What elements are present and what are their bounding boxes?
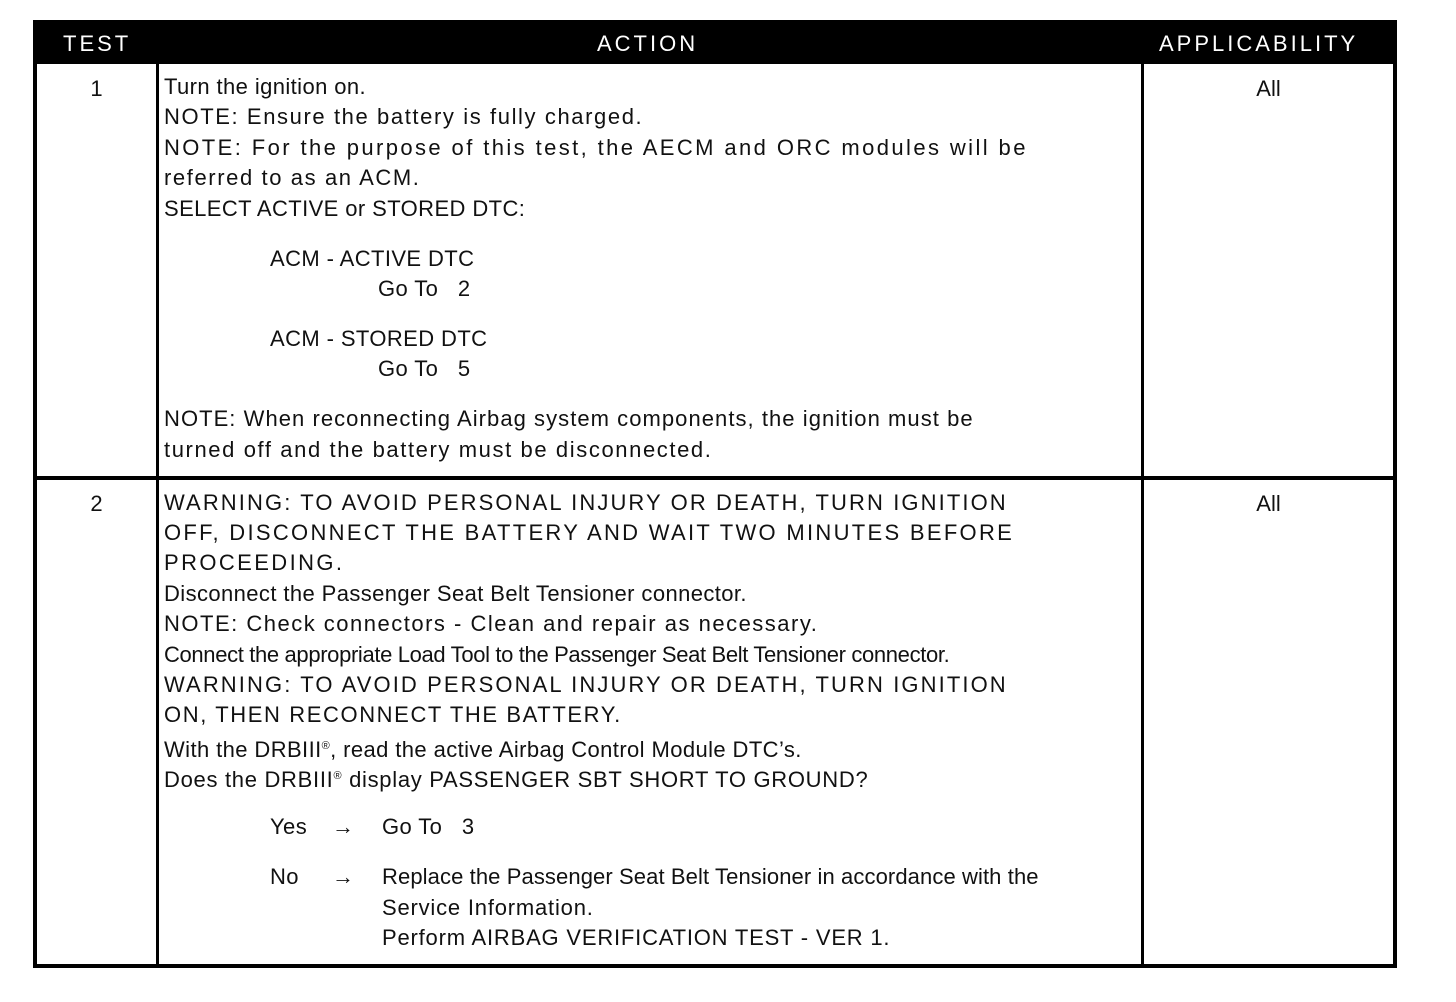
test-number: 1 bbox=[90, 76, 103, 101]
no-action-line: Replace the Passenger Seat Belt Tensioner in accordance with the bbox=[382, 864, 1039, 889]
right-arrow-icon: → bbox=[332, 864, 354, 889]
applicability-value: All bbox=[1256, 491, 1281, 516]
option-label: ACM - STORED DTC bbox=[270, 326, 488, 351]
row-divider bbox=[37, 476, 1393, 480]
action-line: SELECT ACTIVE or STORED DTC: bbox=[164, 196, 526, 221]
no-action-line: Service Information. bbox=[382, 895, 594, 920]
action-line: Connect the appropriate Load Tool to the Passenger Seat Belt Tensioner connector. bbox=[164, 642, 950, 667]
registered-mark: ® bbox=[333, 770, 343, 782]
header-action: ACTION bbox=[597, 31, 699, 56]
drb-text: Does the DRBIII bbox=[164, 767, 334, 792]
warning-line: ON, THEN RECONNECT THE BATTERY. bbox=[164, 702, 622, 727]
action-line: NOTE: Check connectors - Clean and repair as necessary. bbox=[164, 611, 819, 636]
warning-line: WARNING: TO AVOID PERSONAL INJURY OR DEATH, TURN IGNITION bbox=[164, 490, 1008, 515]
option-label: ACM - ACTIVE DTC bbox=[270, 246, 475, 271]
yes-goto: Go To 3 bbox=[382, 814, 475, 839]
header-test: TEST bbox=[63, 31, 132, 56]
applicability-value: All bbox=[1256, 76, 1281, 101]
yes-label: Yes bbox=[270, 814, 308, 839]
action-line: NOTE: Ensure the battery is fully charged. bbox=[164, 104, 644, 129]
action-line: NOTE: For the purpose of this test, the AECM and ORC modules will be bbox=[164, 135, 1028, 160]
option-goto: Go To 2 bbox=[378, 276, 471, 301]
test-number: 2 bbox=[90, 491, 103, 516]
registered-mark: ® bbox=[321, 740, 331, 752]
warning-line: PROCEEDING. bbox=[164, 550, 345, 575]
action-line: referred to as an ACM. bbox=[164, 165, 421, 190]
no-action-line: Perform AIRBAG VERIFICATION TEST - VER 1. bbox=[382, 925, 891, 950]
warning-line: OFF, DISCONNECT THE BATTERY AND WAIT TWO MINUTES BEFORE bbox=[164, 520, 1015, 545]
header-applicability: APPLICABILITY bbox=[1159, 31, 1359, 56]
action-line: Disconnect the Passenger Seat Belt Tensioner connector. bbox=[164, 581, 747, 606]
action-line: Turn the ignition on. bbox=[164, 74, 367, 99]
column-divider bbox=[156, 64, 159, 964]
right-arrow-icon: → bbox=[332, 814, 354, 839]
note-line: turned off and the battery must be disconnected. bbox=[164, 437, 713, 462]
no-label: No bbox=[270, 864, 299, 889]
note-line: NOTE: When reconnecting Airbag system components, the ignition must be bbox=[164, 406, 974, 431]
diagnostic-test-table bbox=[33, 20, 1397, 968]
table-header bbox=[37, 24, 1393, 64]
drb-read-line bbox=[164, 731, 802, 765]
drb-text: With the DRBIII bbox=[164, 737, 322, 762]
drb-text: , read the active Airbag Control Module DTC’s. bbox=[330, 737, 802, 762]
drb-text: display PASSENGER SBT SHORT TO GROUND? bbox=[342, 767, 869, 792]
warning-line: WARNING: TO AVOID PERSONAL INJURY OR DEATH, TURN IGNITION bbox=[164, 672, 1008, 697]
option-goto: Go To 5 bbox=[378, 356, 471, 381]
drb-question-line bbox=[164, 761, 868, 795]
